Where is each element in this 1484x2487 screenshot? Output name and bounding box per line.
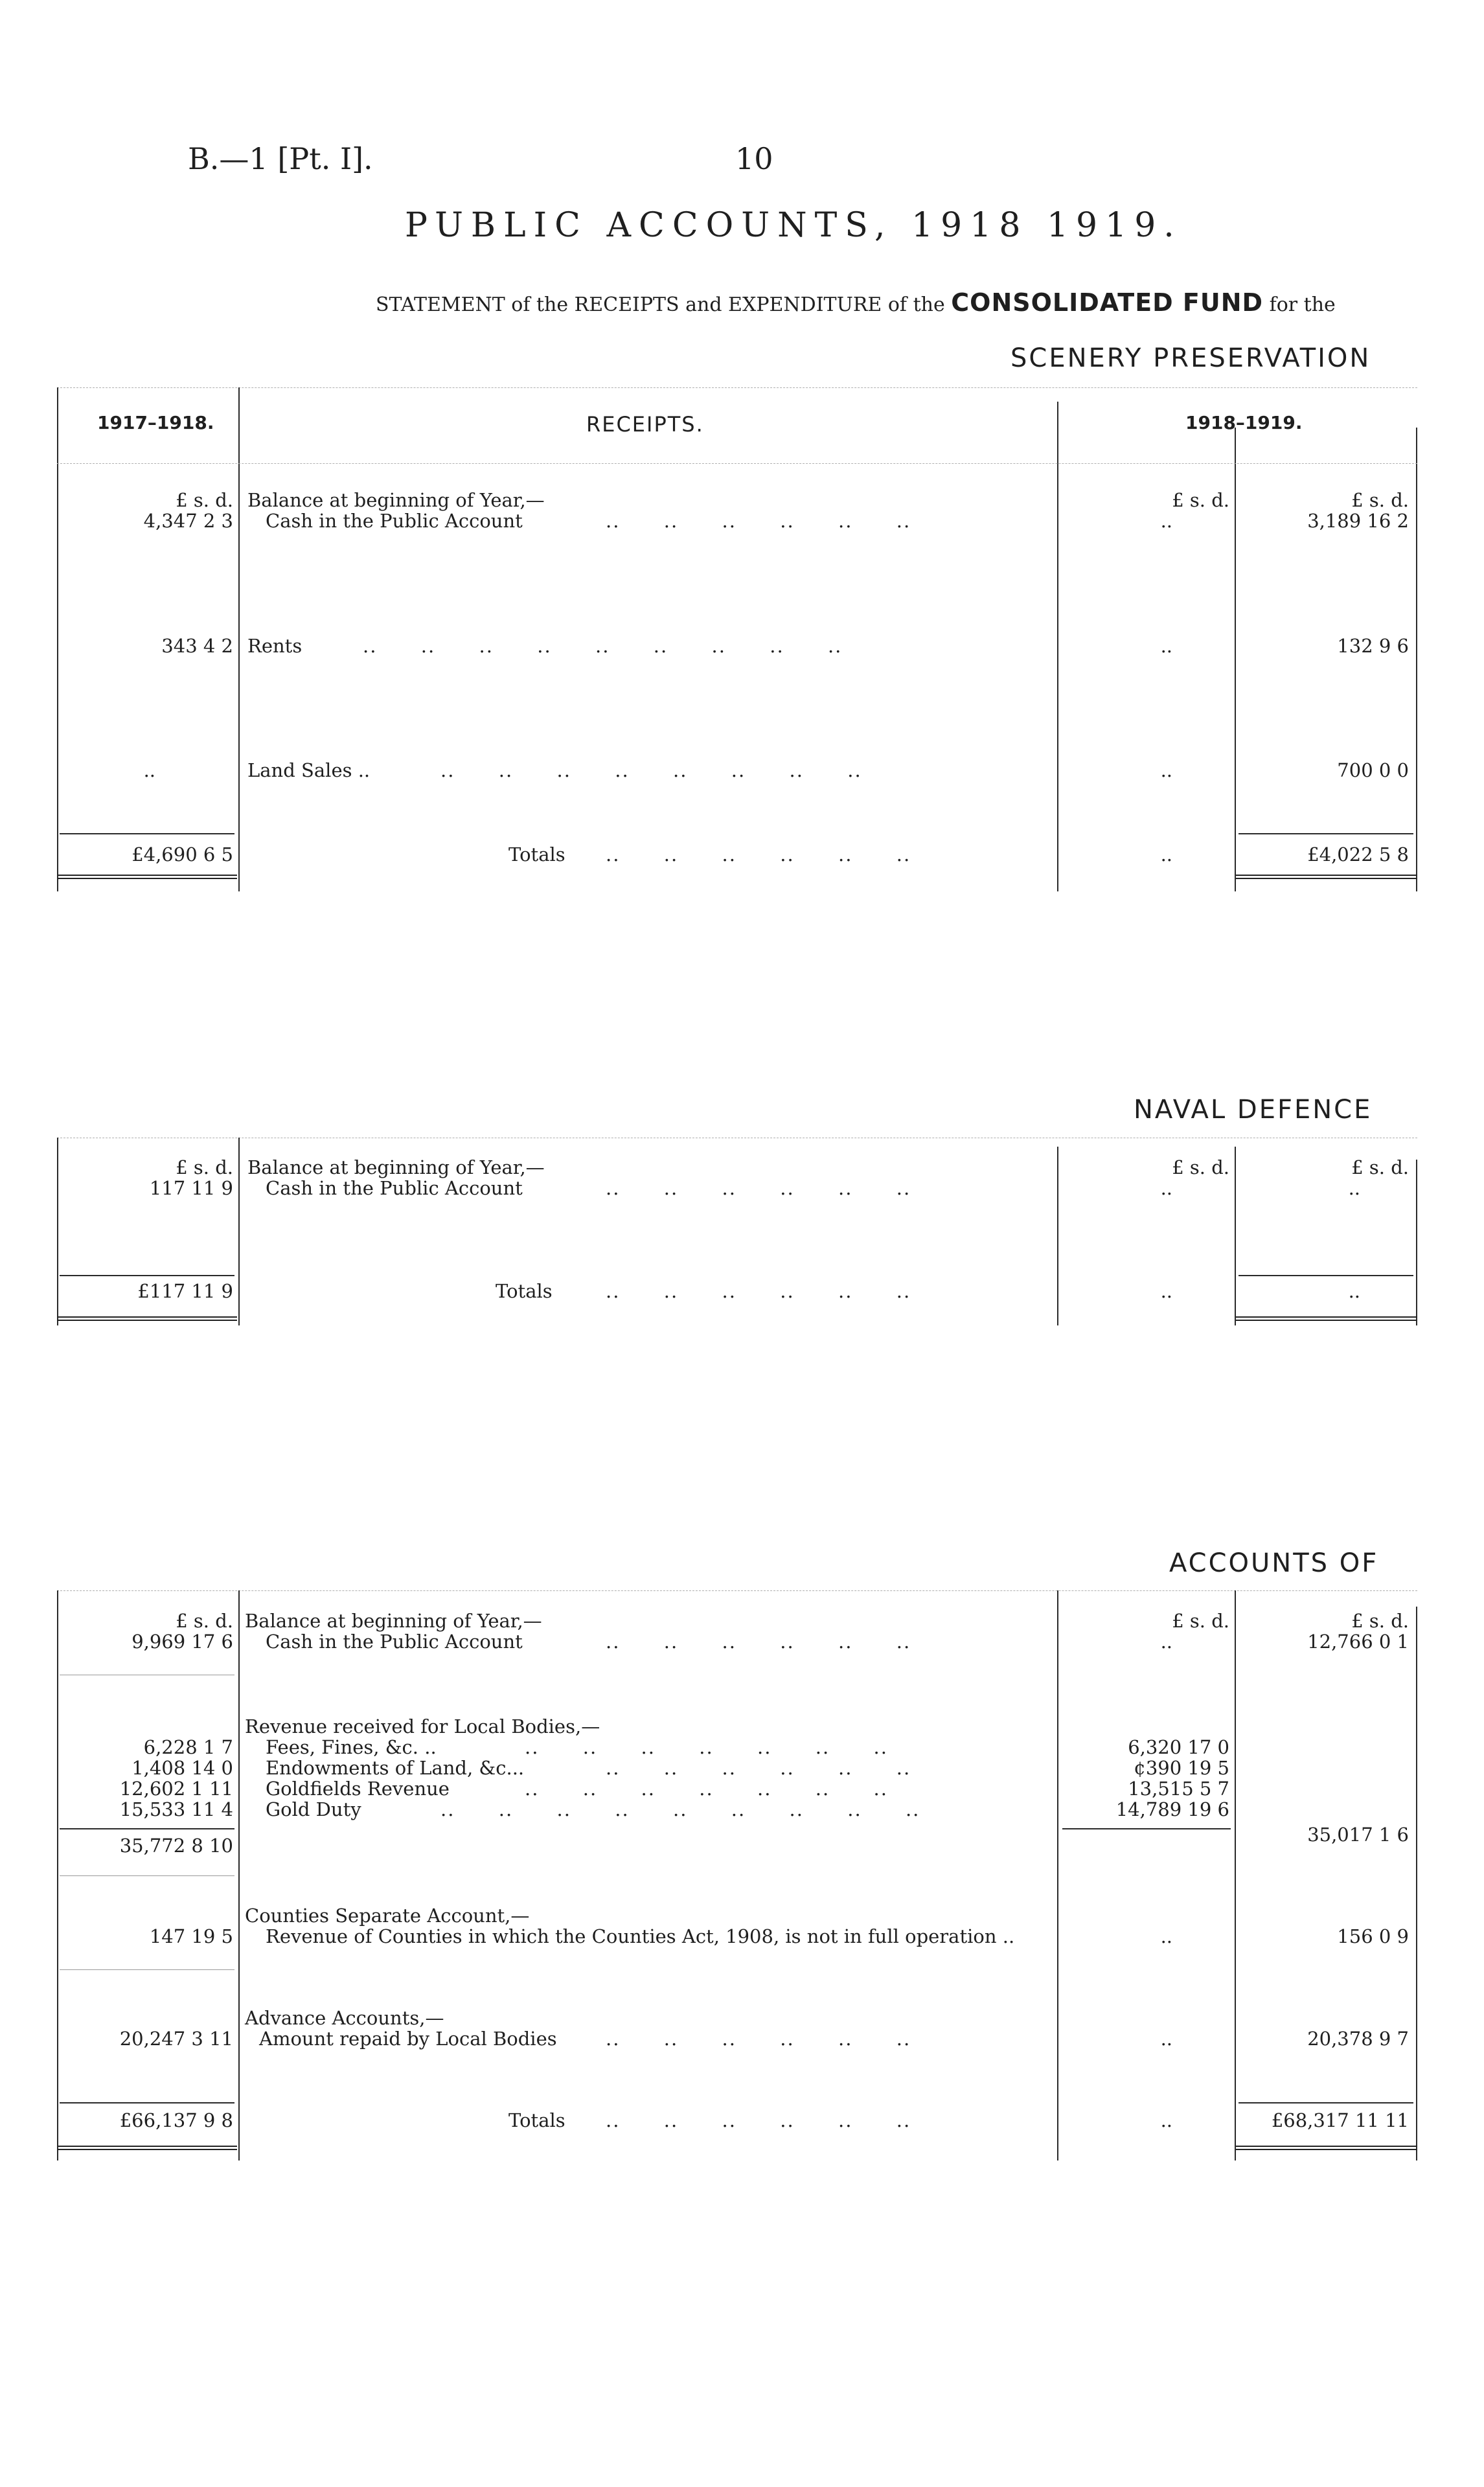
naval-cash-label: Cash in the Public Account bbox=[266, 1177, 523, 1199]
revenue-fees-label: Fees, Fines, &c. .. bbox=[266, 1736, 437, 1758]
scenery-totals-label: Totals bbox=[508, 843, 565, 865]
accounts-currency-prev: £ s. d. bbox=[176, 1610, 233, 1632]
revenue-goldfields-label: Goldfields Revenue bbox=[266, 1778, 450, 1800]
naval-currency-inner: £ s. d. bbox=[1172, 1156, 1229, 1178]
counties-curr: 156 0 9 bbox=[1337, 1925, 1409, 1947]
revenue-fees-inner: 6,320 17 0 bbox=[1128, 1736, 1229, 1758]
advance-label: Amount repaid by Local Bodies bbox=[259, 2028, 557, 2050]
scenery-balance-label: Balance at beginning of Year,— bbox=[247, 489, 545, 511]
revenue-goldduty-label: Gold Duty bbox=[266, 1798, 361, 1820]
naval-cash-prev: 117 11 9 bbox=[149, 1177, 233, 1199]
scenery-landsales-label: Land Sales .. bbox=[247, 759, 371, 781]
scenery-cash-curr: 3,189 16 2 bbox=[1307, 510, 1409, 532]
accounts-advance-heading: Advance Accounts,— bbox=[245, 2007, 444, 2029]
revenue-goldfields-inner: 13,515 5 7 bbox=[1128, 1778, 1229, 1800]
scenery-rents-label: Rents bbox=[247, 635, 303, 657]
naval-balance-label: Balance at beginning of Year,— bbox=[247, 1156, 545, 1178]
scenery-rents-curr: 132 9 6 bbox=[1337, 635, 1409, 657]
revenue-endowments-label: Endowments of Land, &c... bbox=[266, 1757, 525, 1779]
accounts-totals-inner: .. bbox=[1160, 2109, 1172, 2131]
accounts-totals-label: Totals bbox=[508, 2109, 565, 2131]
scenery-landsales-inner: .. bbox=[1160, 759, 1172, 781]
statement-fund: CONSOLIDATED FUND bbox=[951, 288, 1264, 317]
naval-totals-curr: .. bbox=[1348, 1280, 1360, 1302]
column-head-1917: 1917–1918. bbox=[97, 412, 214, 433]
scenery-rents-inner: .. bbox=[1160, 635, 1172, 657]
scenery-landsales-prev: .. bbox=[143, 759, 155, 781]
document-reference: B.—1 [Pt. I]. bbox=[188, 141, 373, 176]
page-title: PUBLIC ACCOUNTS, 1918 1919. bbox=[405, 206, 1182, 245]
accounts-cash-curr: 12,766 0 1 bbox=[1307, 1631, 1409, 1653]
accounts-cash-inner: .. bbox=[1160, 1631, 1172, 1653]
accounts-currency-inner: £ s. d. bbox=[1172, 1610, 1229, 1632]
accounts-balance-label: Balance at beginning of Year,— bbox=[245, 1610, 542, 1632]
counties-inner: .. bbox=[1160, 1925, 1172, 1947]
currency-header-prev: £ s. d. bbox=[176, 489, 233, 511]
revenue-goldduty-inner: 14,789 19 6 bbox=[1115, 1798, 1229, 1820]
accounts-currency-curr: £ s. d. bbox=[1351, 1610, 1409, 1632]
statement-pre: STATEMENT of the RECEIPTS and EXPENDITURE of the bbox=[376, 293, 945, 316]
advance-prev: 20,247 3 11 bbox=[119, 2028, 233, 2050]
scenery-totals-curr: £4,022 5 8 bbox=[1307, 843, 1409, 865]
revenue-total-curr: 35,017 1 6 bbox=[1307, 1824, 1409, 1846]
naval-currency-curr: £ s. d. bbox=[1351, 1156, 1409, 1178]
naval-totals-inner: .. bbox=[1160, 1280, 1172, 1302]
revenue-subtotal-prev: 35,772 8 10 bbox=[119, 1835, 233, 1857]
naval-totals-prev: £117 11 9 bbox=[137, 1280, 233, 1302]
column-head-1918: 1918–1919. bbox=[1185, 412, 1303, 433]
statement-heading bbox=[376, 288, 1336, 317]
accounts-cash-label: Cash in the Public Account bbox=[266, 1631, 523, 1653]
revenue-fees-prev: 6,228 1 7 bbox=[143, 1736, 233, 1758]
accounts-revenue-heading: Revenue received for Local Bodies,— bbox=[245, 1715, 600, 1737]
section-title-scenery: SCENERY PRESERVATION bbox=[1010, 343, 1371, 373]
statement-post: for the bbox=[1269, 293, 1336, 316]
advance-inner: .. bbox=[1160, 2028, 1172, 2050]
accounts-cash-prev: 9,969 17 6 bbox=[131, 1631, 233, 1653]
section-title-naval: NAVAL DEFENCE bbox=[1134, 1095, 1373, 1125]
scenery-rents-prev: 343 4 2 bbox=[161, 635, 233, 657]
counties-prev: 147 19 5 bbox=[149, 1925, 233, 1947]
counties-label: Revenue of Counties in which the Counties Act, 1908, is not in full operation .. bbox=[266, 1925, 1015, 1947]
revenue-goldduty-prev: 15,533 11 4 bbox=[119, 1798, 233, 1820]
section-title-accounts: ACCOUNTS OF bbox=[1169, 1548, 1379, 1578]
advance-curr: 20,378 9 7 bbox=[1307, 2028, 1409, 2050]
accounts-totals-prev: £66,137 9 8 bbox=[119, 2109, 233, 2131]
naval-totals-label: Totals bbox=[496, 1280, 553, 1302]
revenue-endowments-inner: ¢390 19 5 bbox=[1134, 1757, 1229, 1779]
scenery-landsales-curr: 700 0 0 bbox=[1337, 759, 1409, 781]
currency-header-inner: £ s. d. bbox=[1172, 489, 1229, 511]
currency-header-curr: £ s. d. bbox=[1351, 489, 1409, 511]
accounts-totals-curr: £68,317 11 11 bbox=[1271, 2109, 1409, 2131]
column-head-receipts: RECEIPTS. bbox=[586, 412, 704, 437]
revenue-endowments-prev: 1,408 14 0 bbox=[131, 1757, 233, 1779]
revenue-goldfields-prev: 12,602 1 11 bbox=[119, 1778, 233, 1800]
naval-cash-inner: .. bbox=[1160, 1177, 1172, 1199]
scenery-totals-prev: £4,690 6 5 bbox=[131, 843, 233, 865]
naval-cash-curr: .. bbox=[1348, 1177, 1360, 1199]
scenery-cash-inner: .. bbox=[1160, 510, 1172, 532]
page-number: 10 bbox=[735, 141, 773, 176]
scenery-cash-label: Cash in the Public Account bbox=[266, 510, 523, 532]
scenery-cash-prev: 4,347 2 3 bbox=[143, 510, 233, 532]
naval-currency-prev: £ s. d. bbox=[176, 1156, 233, 1178]
accounts-counties-heading: Counties Separate Account,— bbox=[245, 1905, 530, 1927]
scenery-totals-inner: .. bbox=[1160, 843, 1172, 865]
